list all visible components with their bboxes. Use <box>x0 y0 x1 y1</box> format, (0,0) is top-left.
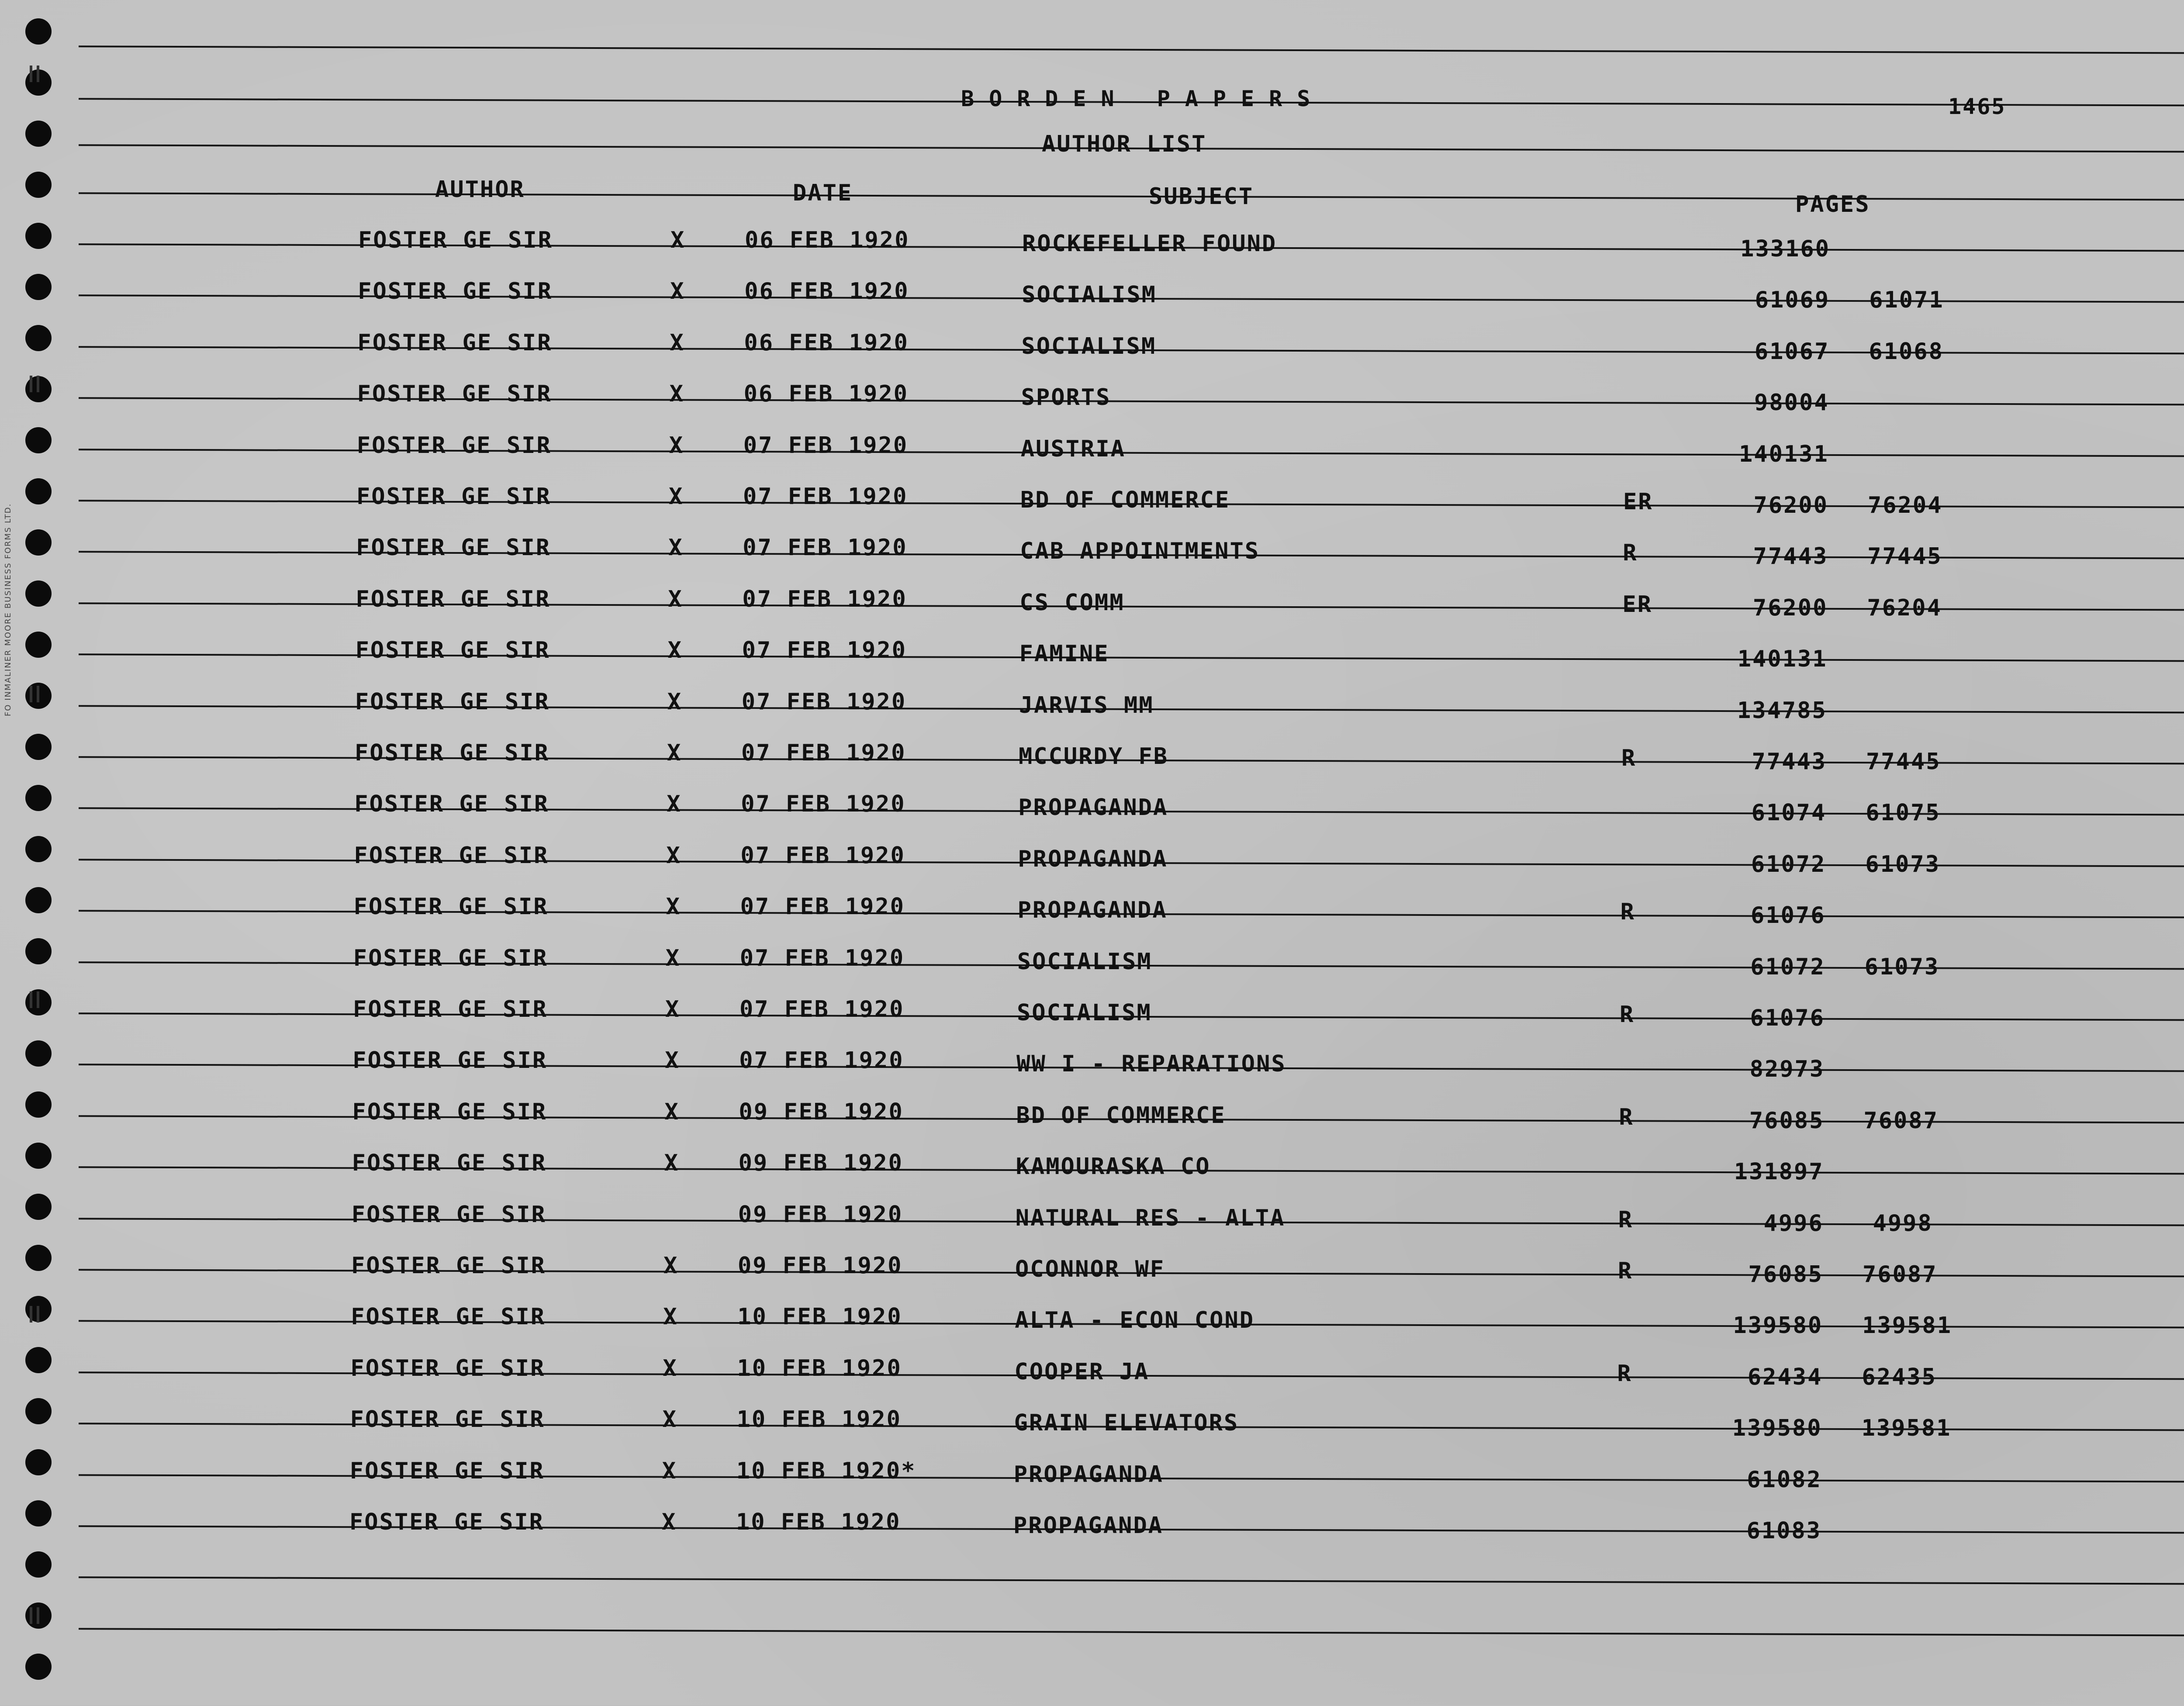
page-end-cell: 62435 <box>1862 1364 1937 1390</box>
date-cell: 07 FEB 1920 <box>742 586 907 612</box>
subject-cell: PROPAGANDA <box>1018 794 1168 821</box>
page-start-cell: 139580 <box>1732 1415 1822 1442</box>
feed-hole <box>25 1347 52 1373</box>
date-cell: 07 FEB 1920 <box>741 688 907 715</box>
page-start-cell: 76200 <box>1752 594 1828 621</box>
page-start-cell: 61072 <box>1751 851 1826 877</box>
page-end-cell: 61073 <box>1864 953 1940 980</box>
author-cell: FOSTER GE SIR <box>358 227 553 253</box>
page-start-cell: 61069 <box>1755 287 1830 314</box>
x-mark-cell: X <box>667 637 683 664</box>
feed-hole <box>25 1500 52 1526</box>
margin-imprint: FO INMALINER MOORE BUSINESS FORMS LTD. <box>3 503 13 716</box>
perforation-mark <box>30 1306 39 1323</box>
subject-cell: ALTA - ECON COND <box>1015 1307 1255 1334</box>
author-cell: FOSTER GE SIR <box>352 1098 547 1125</box>
subject-cell: WW I - REPARATIONS <box>1016 1051 1286 1077</box>
subject-cell: CAB APPOINTMENTS <box>1020 538 1260 565</box>
subject-cell: KAMOURASKA CO <box>1016 1153 1211 1180</box>
author-cell: FOSTER GE SIR <box>358 278 553 305</box>
page-start-cell: 61076 <box>1750 1005 1825 1031</box>
x-mark-cell: X <box>664 1098 680 1125</box>
page-start-cell: 140131 <box>1738 441 1829 467</box>
page-end-cell: 61073 <box>1865 851 1940 877</box>
x-mark-cell: X <box>667 740 682 766</box>
page-start-cell: 76200 <box>1753 492 1828 518</box>
date-cell: 09 FEB 1920 <box>738 1150 903 1177</box>
author-cell: FOSTER GE SIR <box>353 945 548 971</box>
report-title: BORDEN PAPERS <box>961 86 1325 111</box>
date-cell: 09 FEB 1920 <box>739 1098 904 1125</box>
author-cell: FOSTER GE SIR <box>356 586 551 612</box>
x-mark-cell: X <box>670 329 685 356</box>
x-mark-cell: X <box>662 1457 677 1484</box>
column-header-date: DATE <box>793 180 853 206</box>
feed-hole <box>25 325 52 351</box>
report-subtitle: AUTHOR LIST <box>1042 131 1207 157</box>
page-end-cell: 76204 <box>1868 492 1943 518</box>
page-end-cell: 61071 <box>1869 287 1944 314</box>
date-cell: 06 FEB 1920 <box>745 227 910 253</box>
date-cell: 10 FEB 1920 <box>736 1509 901 1535</box>
code-cell: R <box>1620 899 1635 926</box>
perforation-mark <box>30 991 39 1008</box>
page-start-cell: 134785 <box>1737 697 1827 724</box>
x-mark-cell: X <box>666 894 681 920</box>
page-start-cell: 61067 <box>1754 338 1830 365</box>
subject-cell: SPORTS <box>1021 384 1111 411</box>
feed-hole <box>25 1040 52 1067</box>
date-cell: 10 FEB 1920 <box>737 1355 902 1381</box>
subject-cell: FAMINE <box>1019 641 1109 667</box>
date-cell: 07 FEB 1920 <box>740 894 905 920</box>
feed-hole <box>25 121 52 147</box>
x-mark-cell: X <box>667 791 682 818</box>
page-start-cell: 76085 <box>1748 1261 1823 1288</box>
page-start-cell: 133160 <box>1740 236 1830 262</box>
feed-hole <box>25 1551 52 1578</box>
page-start-cell: 77443 <box>1753 543 1828 570</box>
date-cell: 10 FEB 1920 <box>736 1406 902 1433</box>
subject-cell: SOCIALISM <box>1017 948 1152 975</box>
date-cell: 09 FEB 1920 <box>738 1253 903 1279</box>
date-cell: 07 FEB 1920 <box>741 740 906 766</box>
date-cell: 06 FEB 1920 <box>744 278 909 305</box>
page-number: 1465 <box>1948 94 2006 119</box>
page-end-cell: 77445 <box>1867 543 1942 570</box>
subject-cell: PROPAGANDA <box>1018 846 1168 872</box>
author-cell: FOSTER GE SIR <box>354 842 549 869</box>
subject-cell: GRAIN ELEVATORS <box>1014 1410 1239 1437</box>
x-mark-cell: X <box>669 432 684 459</box>
feed-hole <box>25 274 52 300</box>
feed-hole <box>25 427 52 453</box>
feed-hole <box>25 887 52 913</box>
feed-hole <box>25 1398 52 1424</box>
feed-hole <box>25 938 52 964</box>
subject-cell: SOCIALISM <box>1021 333 1157 359</box>
code-cell: R <box>1621 745 1637 771</box>
subject-cell: AUSTRIA <box>1020 435 1126 462</box>
perforation-mark <box>30 1607 39 1624</box>
author-cell: FOSTER GE SIR <box>350 1406 545 1433</box>
date-cell: 07 FEB 1920 <box>742 637 907 664</box>
subject-cell: OCONNOR WF <box>1015 1256 1165 1282</box>
date-cell: 06 FEB 1920 <box>744 329 909 356</box>
page-start-cell: 82973 <box>1749 1056 1825 1083</box>
column-header-author: AUTHOR <box>435 176 525 203</box>
x-mark-cell: X <box>670 227 686 253</box>
author-cell: FOSTER GE SIR <box>351 1201 546 1228</box>
date-cell: 07 FEB 1920 <box>740 996 905 1022</box>
page-start-cell: 61082 <box>1747 1466 1822 1493</box>
column-header-subject: SUBJECT <box>1149 183 1254 210</box>
x-mark-cell: X <box>668 535 684 561</box>
perforation-mark <box>30 686 39 702</box>
feed-hole <box>25 734 52 760</box>
subject-cell: PROPAGANDA <box>1017 897 1168 924</box>
code-cell: R <box>1618 1206 1634 1233</box>
page-end-cell: 61068 <box>1869 338 1944 365</box>
x-mark-cell: X <box>665 1047 680 1074</box>
author-cell: FOSTER GE SIR <box>355 740 549 766</box>
code-cell: R <box>1619 1104 1634 1130</box>
feed-hole <box>25 836 52 862</box>
ruled-line <box>79 1628 2184 1636</box>
feed-hole <box>25 580 52 607</box>
date-cell: 07 FEB 1920 <box>743 432 909 459</box>
feed-hole <box>25 1654 52 1680</box>
author-cell: FOSTER GE SIR <box>355 637 550 664</box>
page-end-cell: 4998 <box>1873 1210 1933 1236</box>
x-mark-cell: X <box>665 945 681 971</box>
page-end-cell: 76204 <box>1867 594 1942 621</box>
page-end-cell: 76087 <box>1863 1107 1939 1134</box>
author-cell: FOSTER GE SIR <box>357 329 553 356</box>
author-cell: FOSTER GE SIR <box>356 432 552 459</box>
page-start-cell: 61076 <box>1751 902 1826 929</box>
author-cell: FOSTER GE SIR <box>353 894 549 920</box>
feed-hole <box>25 1194 52 1220</box>
date-cell: 07 FEB 1920 <box>739 1047 904 1074</box>
subject-cell: JARVIS MM <box>1019 692 1154 718</box>
date-cell: 07 FEB 1920 <box>740 945 905 971</box>
column-header-pages: PAGES <box>1795 191 1870 218</box>
code-cell: R <box>1623 540 1638 566</box>
author-cell: FOSTER GE SIR <box>355 688 550 715</box>
feed-hole <box>25 1449 52 1475</box>
x-mark-cell: X <box>663 1355 678 1381</box>
date-cell: 07 FEB 1920 <box>743 483 908 510</box>
date-cell: 10 FEB 1920 <box>737 1304 902 1330</box>
page-start-cell: 61083 <box>1746 1518 1821 1544</box>
page-end-cell: 76087 <box>1863 1261 1938 1288</box>
code-cell: ER <box>1623 489 1653 515</box>
date-cell: 06 FEB 1920 <box>743 381 909 408</box>
author-cell: FOSTER GE SIR <box>349 1457 545 1484</box>
perforation-mark <box>30 66 39 82</box>
x-mark-cell: X <box>669 381 684 408</box>
page-start-cell: 4996 <box>1763 1210 1824 1236</box>
ruled-line <box>79 45 2184 54</box>
subject-cell: PROPAGANDA <box>1013 1461 1164 1488</box>
author-cell: FOSTER GE SIR <box>350 1355 546 1381</box>
author-cell: FOSTER GE SIR <box>352 1047 548 1074</box>
page-start-cell: 98004 <box>1754 390 1829 416</box>
date-cell: 09 FEB 1920 <box>738 1201 903 1228</box>
author-cell: FOSTER GE SIR <box>354 791 549 818</box>
code-cell: R <box>1620 1001 1635 1028</box>
page-start-cell: 76085 <box>1749 1107 1825 1134</box>
feed-hole <box>25 478 52 504</box>
feed-hole <box>25 632 52 658</box>
x-mark-cell: X <box>669 483 684 510</box>
feed-hole <box>25 529 52 556</box>
page-end-cell: 61075 <box>1866 800 1941 826</box>
author-cell: FOSTER GE SIR <box>353 996 548 1022</box>
perforation-mark <box>30 376 39 392</box>
x-mark-cell: X <box>665 996 681 1022</box>
author-cell: FOSTER GE SIR <box>356 535 551 561</box>
x-mark-cell: X <box>667 688 683 715</box>
subject-cell: ROCKEFELLER FOUND <box>1022 231 1277 257</box>
author-cell: FOSTER GE SIR <box>356 483 551 510</box>
subject-cell: CS COMM <box>1019 589 1125 616</box>
feed-hole <box>25 1245 52 1271</box>
page-start-cell: 131897 <box>1734 1159 1824 1185</box>
subject-cell: MCCURDY FB <box>1019 743 1169 770</box>
subject-cell: SOCIALISM <box>1017 1000 1152 1026</box>
x-mark-cell: X <box>666 842 681 869</box>
x-mark-cell: X <box>670 278 685 305</box>
page-start-cell: 139580 <box>1733 1312 1823 1339</box>
page-start-cell: 61072 <box>1750 953 1825 980</box>
subject-cell: PROPAGANDA <box>1013 1513 1164 1539</box>
author-cell: FOSTER GE SIR <box>351 1304 546 1330</box>
feed-hole <box>25 785 52 811</box>
date-cell: 07 FEB 1920 <box>743 535 908 561</box>
page-start-cell: 77443 <box>1752 749 1827 775</box>
code-cell: ER <box>1622 591 1653 618</box>
x-mark-cell: X <box>668 586 683 612</box>
feed-hole <box>25 172 52 198</box>
page-end-cell: 139581 <box>1862 1312 1952 1339</box>
date-cell: 07 FEB 1920 <box>740 842 905 869</box>
subject-cell: BD OF COMMERCE <box>1020 487 1230 513</box>
subject-cell: COOPER JA <box>1014 1358 1150 1385</box>
subject-cell: NATURAL RES - ALTA <box>1015 1205 1286 1231</box>
page-end-cell: 139581 <box>1861 1415 1952 1442</box>
date-cell: 07 FEB 1920 <box>741 791 906 818</box>
x-mark-cell: X <box>663 1304 678 1330</box>
x-mark-cell: X <box>663 1253 679 1279</box>
feed-hole <box>25 1091 52 1118</box>
x-mark-cell: X <box>662 1509 677 1535</box>
page-start-cell: 62434 <box>1747 1364 1823 1390</box>
feed-hole <box>25 223 52 249</box>
x-mark-cell: X <box>662 1406 677 1433</box>
date-cell: 10 FEB 1920* <box>736 1457 916 1484</box>
feed-hole <box>25 1143 52 1169</box>
author-cell: FOSTER GE SIR <box>351 1253 546 1279</box>
x-mark-cell: X <box>664 1150 679 1177</box>
author-cell: FOSTER GE SIR <box>349 1509 544 1535</box>
page-end-cell: 77445 <box>1866 749 1941 775</box>
author-cell: FOSTER GE SIR <box>352 1150 547 1177</box>
author-cell: FOSTER GE SIR <box>357 381 552 408</box>
subject-cell: BD OF COMMERCE <box>1016 1102 1226 1129</box>
code-cell: R <box>1617 1360 1632 1387</box>
subject-cell: SOCIALISM <box>1022 282 1157 308</box>
page-start-cell: 140131 <box>1737 646 1828 673</box>
feed-hole <box>25 18 52 45</box>
ruled-line <box>79 1577 2184 1585</box>
page-start-cell: 61074 <box>1751 800 1827 826</box>
code-cell: R <box>1618 1258 1633 1284</box>
